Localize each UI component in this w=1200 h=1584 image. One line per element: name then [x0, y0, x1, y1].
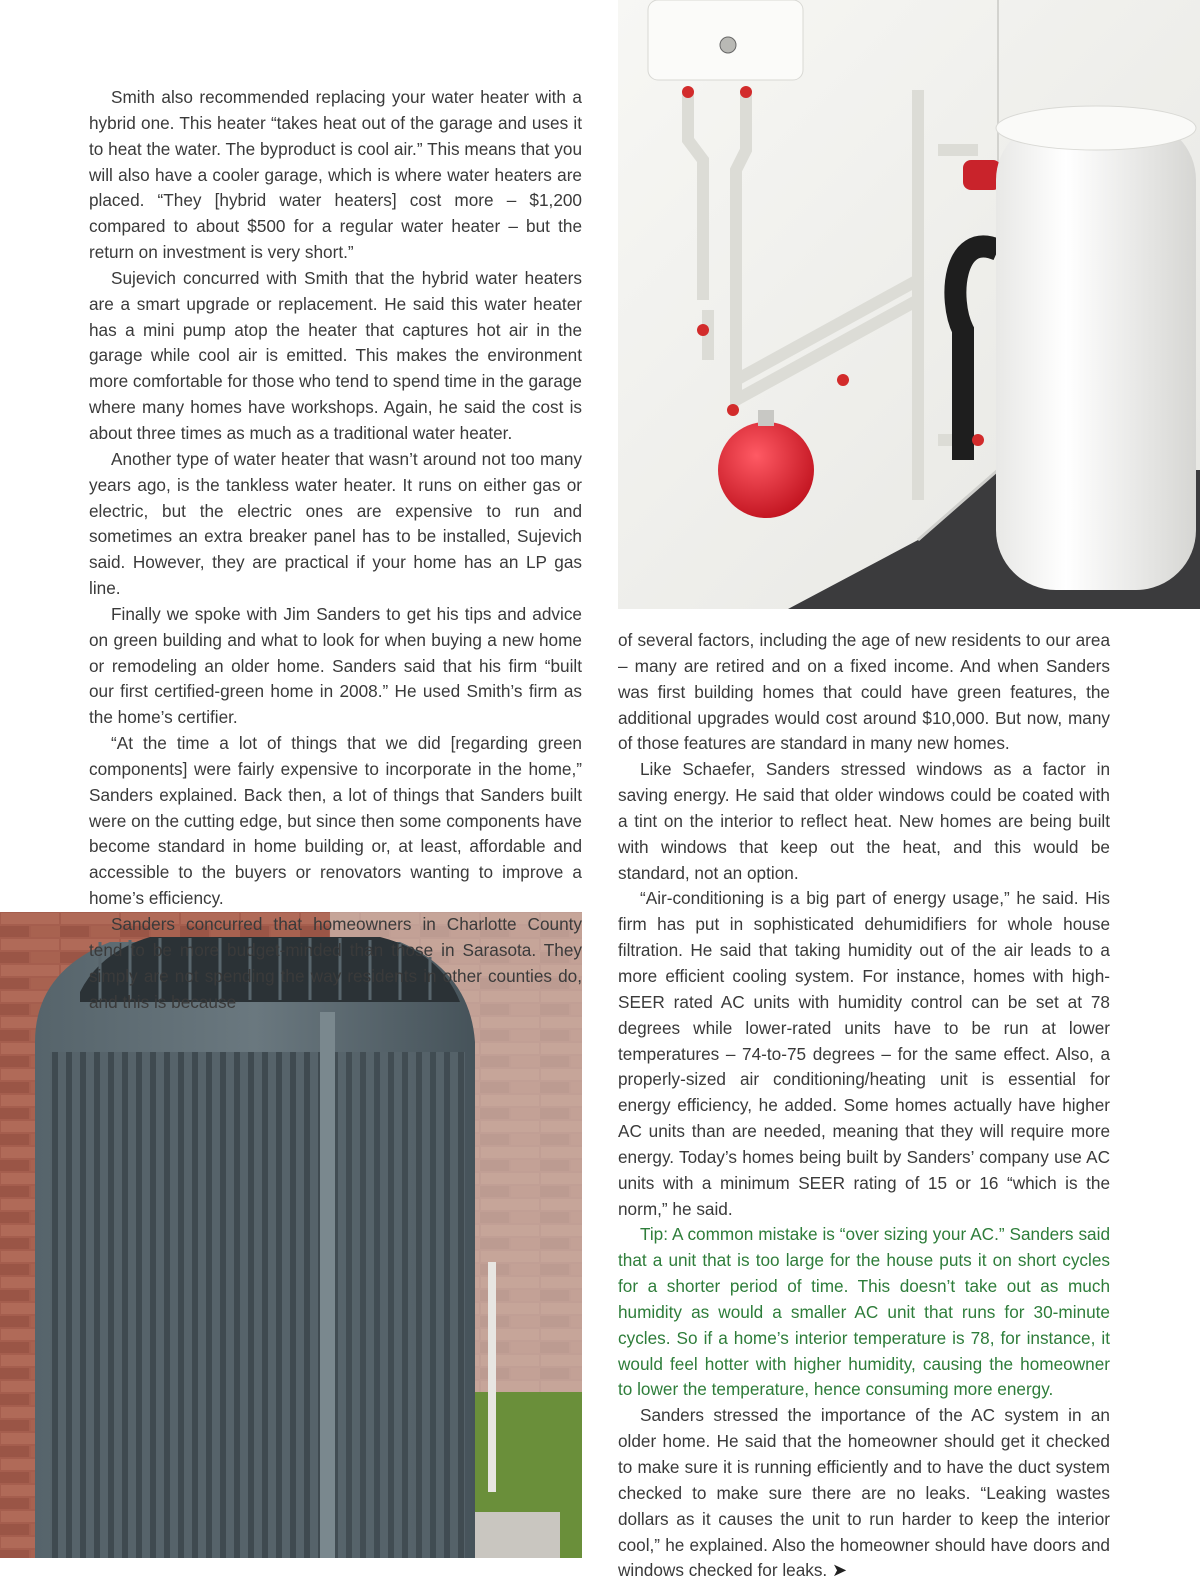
continued-paragraph: of several factors, including the age of new residents to our area – many are retired and on a fixed income. And when Sanders was first building homes that could have green features, the additional upgrades would cost around $10,000. But now, many of those features are standard in many new homes. [618, 630, 1110, 754]
body-paragraph: Another type of water heater that wasn’t around not too many years ago, is the tankless water heater. It runs on either gas or electric, but the electric ones are expensive to run and sometimes an extra breaker panel has to be installed, Sujevich said. However, they are practical if your home has an LP gas line. [89, 448, 582, 599]
continue-arrow-icon: ➤ [832, 1560, 848, 1581]
water-heater-photo [618, 0, 1200, 609]
left-text-column [89, 85, 582, 1015]
body-paragraph: Sanders concurred that homeowners in Charlotte County tend to be more budget-minded than those in Sarasota. They simply are not spending the way residents in other counties do, and this is because [89, 914, 582, 1012]
tip-paragraph: Tip: A common mistake is “over sizing your AC.” Sanders said that a unit that is too large for the house puts it on short cycles for a shorter period of time. This doesn’t take out as much humidity as would a smaller AC unit that runs for 30-minute cycles. So if a home’s interior temperature is 78, for instance, it would feel hotter with higher humidity, causing the homeowner to lower the temperature, hence consuming more energy. [618, 1224, 1110, 1400]
body-paragraph: “Air-conditioning is a big part of energy usage,” he said. His firm has put in sophisticated dehumidifiers for whole house filtration. He said that taking humidity out of the air leads to a more efficient cooling system. For instance, homes with high-SEER rated AC units with humidity control can be set at 78 degrees while lower-rated units have to be run at lower temperatures – 74-to-75 degrees – for the same effect. Also, a properly-sized air conditioning/heating unit is essential for energy efficiency, he added. Some homes actually have higher AC units than are needed, meaning that they will require more energy. Today’s homes being built by Sanders’ company use AC units with a minimum SEER rating of 15 or 16 “which is the norm,” he said. [618, 888, 1110, 1219]
body-paragraph: Smith also recommended replacing your water heater with a hybrid one. This heater “takes heat out of the garage and uses it to heat the water. The byproduct is cool air.” This means that you will also have a cooler garage, which is where water heaters are placed. “They [hybrid water heaters] cost more – $1,200 compared to about $500 for a regular water heater – but the return on investment is very short.” [89, 87, 582, 263]
body-paragraph: “At the time a lot of things that we did [regarding green components] were fairly expensive to incorporate in the home,” Sanders explained. Back then, a lot of things that Sanders built were on the cutting edge, but since then some components have become standard in home building or, at least, affordable and accessible to the buyers or renovators wanting to improve a home’s efficiency. [89, 733, 582, 909]
final-paragraph-text: Sanders stressed the importance of the AC system in an older home. He said that the homeowner should get it checked to make sure it is running efficiently and to have the duct system checked to make sure there are no leaks. “Leaking wastes dollars as it causes the unit to run harder to keep the interior cool,” he explained. Also the homeowner should have doors and windows checked for leaks. [618, 1405, 1110, 1581]
water-heater-illustration [618, 0, 1200, 609]
body-paragraph: Finally we spoke with Jim Sanders to get his tips and advice on green building and what to look for when buying a new home or remodeling an older home. Sanders said that his firm “built our first certified-green home in 2008.” He used Smith’s firm as the home’s certifier. [89, 603, 582, 728]
right-text-column [618, 628, 1110, 1584]
final-paragraph [618, 1403, 1110, 1584]
body-paragraph: Sujevich concurred with Smith that the hybrid water heaters are a smart upgrade or replacement. He said this water heater has a mini pump atop the heater that captures hot air in the garage while cool air is emitted. This makes the environment more comfortable for those who tend to spend time in the garage where many homes have workshops. Again, he said the cost is about three times as much as a traditional water heater. [89, 267, 582, 443]
body-paragraph: Like Schaefer, Sanders stressed windows as a factor in saving energy. He said that older windows could be coated with a tint on the interior to reflect heat. New homes are being built with windows that keep out the heat, and this would be standard, not an option. [618, 759, 1110, 883]
